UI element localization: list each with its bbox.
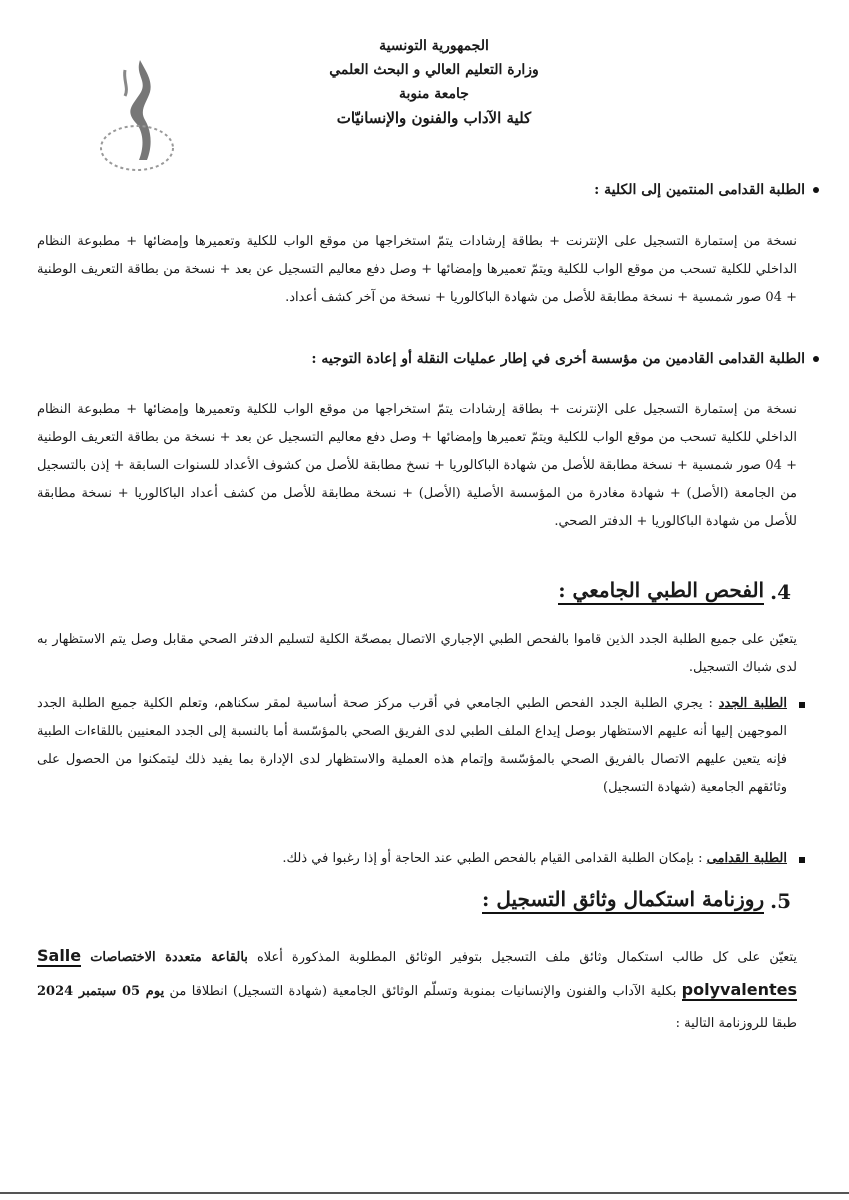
old-students-medical	[37, 845, 787, 873]
section-5-text-part1: يتعيّن على كل طالب استكمال وثائق ملف التسجيل بتوفير الوثائق المطلوبة المذكورة أعلاه	[247, 950, 797, 965]
faculty-logo	[95, 50, 180, 175]
hall-name-french: Salle polyvalentes	[37, 946, 797, 999]
header-university: جامعة منوبة	[399, 86, 469, 102]
section-5-heading	[482, 887, 791, 914]
old-students-label: الطلبة القدامى	[706, 851, 787, 866]
square-bullet-icon	[799, 702, 805, 708]
section-4-intro: يتعيّن على جميع الطلبة الجدد الذين قاموا بالفحص الطبي الإجباري الاتصال بمصحّة الكلية لتسليم الدفتر الصحي مقابل وصل يتم الاستظهار به لدى شباك التسجيل.	[37, 632, 797, 675]
bullet-icon	[813, 187, 819, 193]
header-country: الجمهورية التونسية	[379, 38, 489, 54]
old-students-medical-text: : بإمكان الطلبة القدامى القيام بالفحص الطبي عند الحاجة أو إذا رغبوا في ذلك.	[282, 851, 707, 866]
new-students-label: الطلبة الجدد	[718, 696, 788, 711]
header-ministry: وزارة التعليم العالي و البحث العلمي	[329, 62, 539, 78]
old-students-requirements: نسخة من إستمارة التسجيل على الإنترنت + بطاقة إرشادات يتمّ استخراجها من موقع الواب للكلية وتعميرها وإمضائها + مطبوعة النظام الداخلي للكلية تسحب من موقع الواب للكلية ويتمّ تعميرها وإمضائها + وصل دفع معاليم التسجيل عن بعد + نسخة من بطاقة التعريف الوطنية + 04 صور شمسية + نسخة مطابقة للأصل من شهادة الباكالوريا + نسخة من آخر كشف أعداد.	[37, 234, 797, 305]
hall-name-arabic: بالقاعة متعددة الاختصاصات	[90, 950, 248, 965]
section-4-heading	[558, 578, 791, 605]
transfer-students-requirements: نسخة من إستمارة التسجيل على الإنترنت + بطاقة إرشادات يتمّ استخراجها من موقع الواب للكلية وتعميرها وإمضائها + مطبوعة النظام الداخلي للكلية تسحب من موقع الواب للكلية ويتمّ تعميرها وإمضائها + وصل دفع معاليم التسجيل عن بعد + نسخة من بطاقة التعريف الوطنية + 04 صور شمسية + نسخة مطابقة للأصل من شهادة الباكالوريا + نسخ مطابقة للأصل من كشوف الأعداد للسنوات السابقة + إذن بالتسجيل من الجامعة (الأصل) + شهادة مغادرة من المؤسسة الأصلية (الأصل) + نسخة مطابقة للأصل من كشف أعداد الباكالوريا + نسخة مطابقة للأصل من شهادة الباكالوريا + الدفتر الصحي.	[37, 402, 797, 529]
bullet-icon	[813, 356, 819, 362]
old-students-heading	[594, 182, 819, 198]
section-5-text-part3: طبقا للروزنامة التالية :	[675, 1016, 797, 1031]
transfer-students-heading	[311, 351, 819, 367]
section-5-number: 5.	[770, 888, 791, 913]
new-students-medical	[37, 690, 787, 802]
transfer-students-title: الطلبة القدامى القادمين من مؤسسة أخرى في إطار عمليات النقلة أو إعادة التوجيه :	[311, 351, 805, 367]
old-students-title: الطلبة القدامى المنتمين إلى الكلية :	[594, 182, 805, 198]
section-5-text	[37, 940, 797, 1040]
section-4-title: الفحص الطبي الجامعي :	[558, 578, 764, 605]
new-students-text: : يجري الطلبة الجدد الفحص الطبي الجامعي في أقرب مركز صحة أساسية لمقر سكناهم، وتعلم الكلية جميع الطلبة الجدد الموجهين إليها أنه عليهم الاستظهار بوصل إيداع الملف الطبي لدى الفريق الصحي بالمؤسّسة أما بالنسبة إلى الجدد المعنيين باللقاءات الطبية فإنه يتعين عليهم الاتصال بالفريق الصحي بالمؤسّسة وإتمام هذه العملية والاستظهار لدى الإدارة بما يفيد ذلك ليتمكنوا من الحصول على وثائقهم الجامعية (شهادة التسجيل)	[37, 696, 787, 795]
page-bottom-rule	[0, 1192, 849, 1194]
header-faculty: كلية الآداب والفنون والإنسانيّات	[336, 109, 532, 127]
section-5-title: روزنامة استكمال وثائق التسجيل :	[482, 887, 764, 914]
section-4-number: 4.	[770, 579, 791, 604]
start-date: يوم 05 سبتمبر 2024	[37, 984, 165, 999]
document-header	[274, 34, 594, 130]
square-bullet-icon	[799, 857, 805, 863]
section-5-text-part2: بكلية الآداب والفنون والإنسانيات بمنوبة وتسلّم الوثائق الجامعية (شهادة التسجيل) انطلاقا من	[164, 984, 682, 999]
